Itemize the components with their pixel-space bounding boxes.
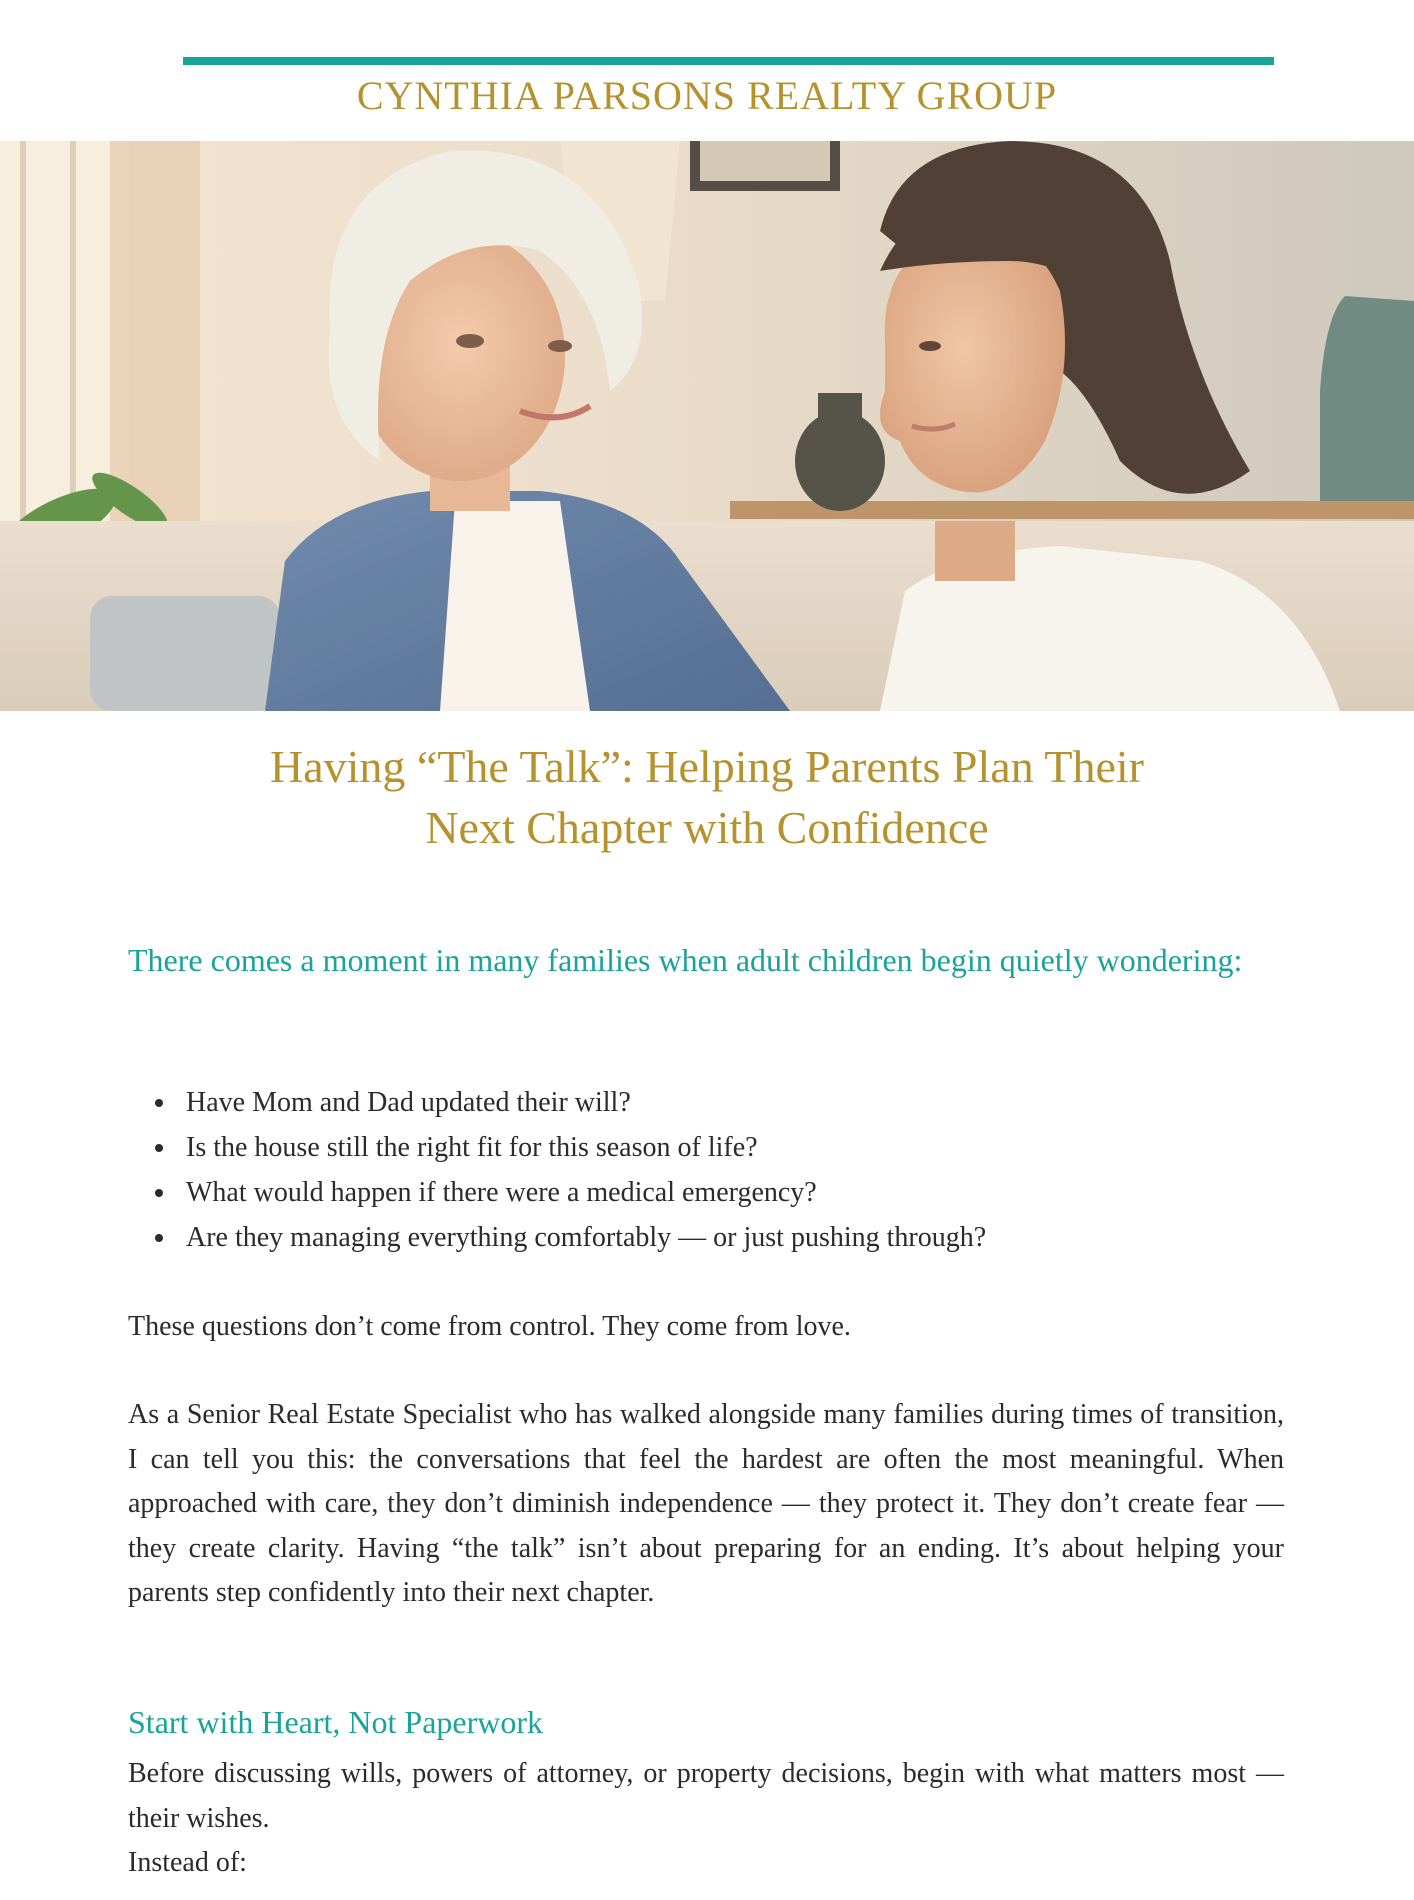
header-accent-bar <box>183 57 1274 65</box>
list-item: • Is the house still the right fit for this season of life? <box>178 1125 1338 1170</box>
statement-paragraph: These questions don’t come from control. They come from love. <box>128 1311 851 1342</box>
list-item: • Have Mom and Dad updated their will? <box>178 1080 1338 1125</box>
section-paragraph: Before discussing wills, powers of attorney, or property decisions, begin with what matters most — their wishes. <box>128 1758 1284 1834</box>
article-title-line-1: Having “The Talk”: Helping Parents Plan Their <box>270 741 1144 792</box>
list-item: • Are they managing everything comfortably — or just pushing through? <box>178 1215 1338 1260</box>
specialist-paragraph: As a Senior Real Estate Specialist who has walked alongside many families during times of transition, I can tell you this: the conversations that feel the hardest are often the most meaningful. When approached with care, they don’t diminish independence — they protect it. They don’t create fear — they create clarity. Having “the talk” isn’t about preparing for an ending. It’s about helping your parents step confidently into their next chapter. <box>128 1399 1284 1608</box>
article-title-line-2: Next Chapter with Confidence <box>425 802 989 853</box>
article-title <box>120 736 1294 858</box>
hero-photo <box>0 141 1414 711</box>
list-item: • What would happen if there were a medical emergency? <box>178 1170 1338 1215</box>
instead-of-label: Instead of: <box>128 1847 247 1878</box>
brand-name: CYNTHIA PARSONS REALTY GROUP <box>356 73 1058 118</box>
question-list <box>128 1080 1338 1260</box>
intro-paragraph: There comes a moment in many families when adult children begin quietly wondering: <box>128 942 1243 978</box>
section-heading: Start with Heart, Not Paperwork <box>128 1704 544 1740</box>
